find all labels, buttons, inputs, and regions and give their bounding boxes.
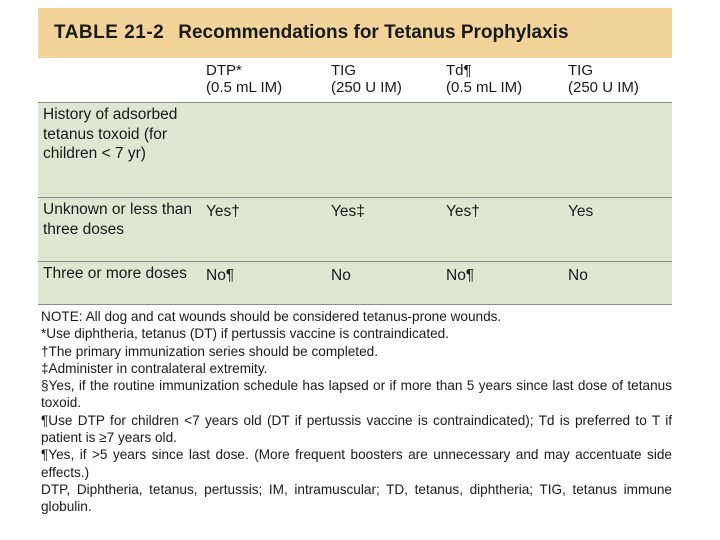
- header-blank: [38, 58, 206, 102]
- table-cell: [206, 103, 331, 197]
- footnote-abbreviations: DTP, Diphtheria, tetanus, pertussis; IM, intramuscular; TD, tetanus, diphtheria; TIG, tetanus immune globulin.: [41, 481, 672, 515]
- table-row: [38, 102, 672, 197]
- row-label: Unknown or less than three doses: [43, 201, 193, 238]
- table-footnotes: [38, 305, 672, 516]
- footnote-note: NOTE: All dog and cat wounds should be considered tetanus-prone wounds.: [41, 309, 502, 324]
- column-header-dtp: [206, 58, 331, 102]
- row-label: Three or more doses: [43, 265, 187, 282]
- column-header-row: [38, 58, 672, 102]
- column-header-dose: (250 U IM): [331, 79, 402, 96]
- column-header-tig-2: [568, 58, 672, 102]
- footnote: ‡Administer in contralateral extremity.: [41, 360, 268, 376]
- table-frame: [38, 8, 672, 516]
- table-cell: Yes†: [446, 203, 480, 220]
- column-header-name: Td¶: [446, 62, 472, 79]
- table-cell: No¶: [206, 267, 235, 284]
- footnote: ¶Yes, if >5 years since last dose. (More frequent boosters are unnecessary and may accentuate side effects.): [41, 447, 672, 480]
- table-title-bar: [38, 8, 672, 58]
- table-number: TABLE 21-2: [54, 22, 165, 43]
- column-header-dose: (0.5 mL IM): [446, 79, 523, 96]
- column-header-dose: (0.5 mL IM): [206, 79, 283, 96]
- table-cell: [446, 103, 568, 197]
- table-row: [38, 261, 672, 305]
- table-cell: Yes†: [206, 203, 240, 220]
- row-label: History of adsorbed tetanus toxoid (for children < 7 yr): [43, 106, 178, 162]
- table-cell: No: [331, 267, 351, 284]
- column-header-name: DTP*: [206, 62, 242, 79]
- column-header-name: TIG: [331, 62, 356, 79]
- footnote: §Yes, if the routine immunization schedule has lapsed or if more than 5 years since last dose of tetanus toxoid.: [41, 378, 672, 411]
- table-row: [38, 197, 672, 261]
- column-header-dose: (250 U IM): [568, 79, 639, 96]
- footnote: ¶Use DTP for children <7 years old (DT if pertussis vaccine is contraindicated); Td is preferred to T if patient is ≥7 years old.: [41, 412, 672, 446]
- table-cell: [331, 103, 446, 197]
- table-cell: No¶: [446, 267, 475, 284]
- table-cell: Yes‡: [331, 203, 365, 220]
- column-header-td: [446, 58, 568, 102]
- table-title: Recommendations for Tetanus Prophylaxis: [178, 22, 569, 43]
- column-header-tig-1: [331, 58, 446, 102]
- table-cell: No: [568, 267, 588, 284]
- table-body: [38, 102, 672, 305]
- table-cell: Yes: [568, 203, 594, 220]
- column-header-name: TIG: [568, 62, 593, 79]
- table-cell: [568, 103, 672, 197]
- footnote: *Use diphtheria, tetanus (DT) if pertussis vaccine is contraindicated.: [41, 326, 449, 342]
- footnote: †The primary immunization series should be completed.: [41, 343, 378, 359]
